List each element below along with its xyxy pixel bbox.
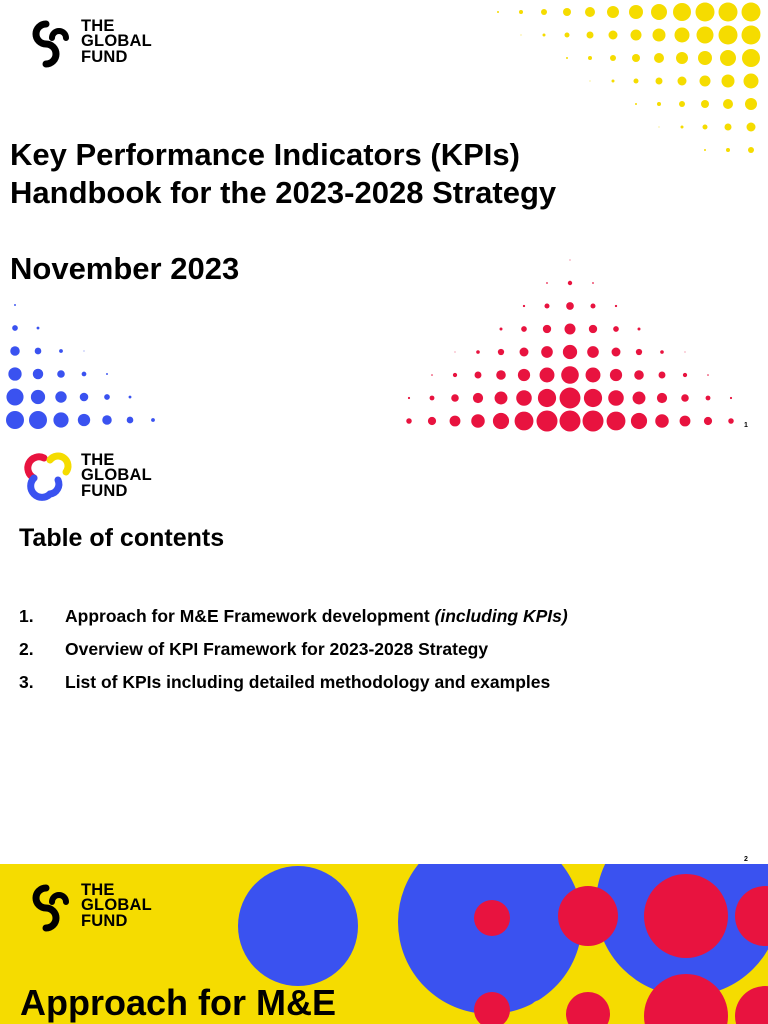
logo-line-fund: FUND bbox=[81, 911, 128, 930]
slide-cover bbox=[0, 0, 768, 432]
toc-list bbox=[19, 600, 568, 699]
slide-table-of-contents bbox=[0, 432, 768, 864]
title-line-2: Handbook for the 2023-2028 Strategy bbox=[10, 175, 557, 210]
pattern-dot bbox=[586, 368, 601, 383]
pattern-dot bbox=[660, 350, 664, 354]
pattern-dot bbox=[706, 396, 711, 401]
pattern-dot bbox=[745, 98, 757, 110]
pattern-dot bbox=[78, 414, 90, 426]
pattern-dot bbox=[590, 303, 595, 308]
pattern-dot bbox=[587, 346, 599, 358]
pattern-dot bbox=[676, 52, 688, 64]
logo-wordmark bbox=[81, 16, 152, 66]
pattern-dot bbox=[589, 325, 597, 333]
pattern-dot bbox=[744, 74, 759, 89]
logo-wordmark bbox=[81, 880, 152, 930]
pattern-dot bbox=[516, 390, 532, 406]
pattern-dot bbox=[10, 346, 20, 356]
pattern-dot bbox=[592, 282, 594, 284]
red-circle bbox=[735, 986, 768, 1024]
logo-line-global: GLOBAL bbox=[81, 32, 152, 51]
pattern-dot bbox=[723, 99, 733, 109]
section-title: Approach for M&E bbox=[20, 982, 337, 1023]
pattern-dot bbox=[685, 352, 686, 353]
pattern-dot bbox=[453, 373, 457, 377]
pattern-dot bbox=[31, 390, 45, 404]
pattern-dot bbox=[102, 415, 112, 425]
pattern-dot bbox=[543, 325, 551, 333]
pattern-dot bbox=[613, 326, 619, 332]
pattern-dot bbox=[655, 414, 669, 428]
toc-item-3[interactable] bbox=[19, 666, 568, 699]
pattern-dot bbox=[707, 374, 709, 376]
pattern-dot bbox=[35, 348, 42, 355]
red-circle bbox=[474, 900, 510, 936]
pattern-dot bbox=[612, 348, 621, 357]
pattern-dot bbox=[610, 55, 616, 61]
title-line-1: Key Performance Indicators (KPIs) bbox=[10, 137, 520, 172]
pattern-dot bbox=[537, 411, 558, 432]
pattern-dot bbox=[659, 372, 666, 379]
pattern-dot bbox=[476, 350, 480, 354]
pattern-dot bbox=[583, 411, 604, 432]
toc-item-number: 2. bbox=[19, 639, 34, 659]
pattern-dot bbox=[634, 79, 639, 84]
pattern-dot bbox=[656, 78, 663, 85]
pattern-dot bbox=[455, 352, 456, 353]
pattern-dot bbox=[726, 148, 730, 152]
red-circle bbox=[566, 992, 610, 1024]
pattern-dot bbox=[587, 32, 594, 39]
pattern-dot bbox=[730, 397, 732, 399]
pattern-dot bbox=[500, 328, 503, 331]
logo-line-the: THE bbox=[81, 450, 115, 469]
global-fund-logo-icon bbox=[22, 450, 74, 502]
pattern-dot bbox=[678, 77, 687, 86]
pattern-dot bbox=[651, 4, 667, 20]
pattern-dot bbox=[635, 103, 637, 105]
pattern-dot bbox=[728, 418, 734, 424]
toc-heading: Table of contents bbox=[19, 524, 225, 552]
pattern-dot bbox=[37, 327, 40, 330]
page-number: 1 bbox=[744, 422, 748, 429]
pattern-dot bbox=[697, 27, 714, 44]
global-fund-logo-icon bbox=[22, 16, 74, 68]
toc-item-text bbox=[65, 600, 568, 633]
toc-item-number: 1. bbox=[19, 606, 34, 626]
pattern-dot bbox=[80, 393, 89, 402]
pattern-dot bbox=[681, 394, 689, 402]
pattern-dot bbox=[681, 126, 684, 129]
pattern-dot bbox=[638, 328, 641, 331]
pattern-dot bbox=[725, 124, 732, 131]
logo-wordmark bbox=[81, 450, 152, 500]
pattern-dot bbox=[565, 324, 576, 335]
pattern-dot bbox=[520, 348, 529, 357]
pattern-dot bbox=[566, 57, 568, 59]
pattern-dot bbox=[450, 416, 461, 427]
pattern-dot bbox=[561, 366, 579, 384]
pattern-dot bbox=[742, 3, 761, 22]
pattern-dot bbox=[680, 416, 691, 427]
pattern-dot bbox=[471, 414, 485, 428]
pattern-dot bbox=[55, 391, 66, 402]
pattern-dot bbox=[523, 305, 525, 307]
document-date: November 2023 bbox=[10, 251, 240, 286]
pattern-dot bbox=[515, 412, 534, 431]
pattern-dot bbox=[6, 411, 24, 429]
toc-item-label: Approach for M&E Framework development bbox=[65, 606, 435, 626]
logo-line-global: GLOBAL bbox=[81, 466, 152, 485]
pattern-dot bbox=[6, 388, 23, 405]
pattern-dot bbox=[653, 29, 666, 42]
pattern-dot bbox=[493, 413, 509, 429]
pattern-dot bbox=[408, 397, 410, 399]
pattern-dot bbox=[675, 28, 690, 43]
pattern-dot bbox=[428, 417, 436, 425]
pattern-dot bbox=[704, 417, 712, 425]
pattern-dot bbox=[742, 49, 760, 67]
pattern-dot bbox=[698, 51, 712, 65]
global-fund-logo bbox=[22, 16, 152, 68]
pattern-dot bbox=[563, 8, 571, 16]
pattern-dot bbox=[659, 127, 660, 128]
pattern-dot bbox=[704, 149, 706, 151]
pattern-dot bbox=[566, 302, 574, 310]
pattern-dot bbox=[569, 259, 570, 260]
pattern-dot bbox=[541, 9, 547, 15]
pattern-dot bbox=[608, 390, 624, 406]
pattern-dot bbox=[631, 413, 647, 429]
pattern-dot bbox=[607, 6, 619, 18]
pattern-dot bbox=[406, 418, 412, 424]
slide-section-approach bbox=[0, 864, 768, 1024]
pattern-dot bbox=[57, 370, 65, 378]
pattern-dot bbox=[127, 417, 134, 424]
pattern-dot bbox=[700, 76, 711, 87]
pattern-dot bbox=[585, 7, 595, 17]
pattern-dot bbox=[560, 388, 581, 409]
logo-line-the: THE bbox=[81, 880, 115, 899]
pattern-dot bbox=[151, 418, 155, 422]
pattern-dot bbox=[719, 26, 738, 45]
pattern-dot bbox=[629, 5, 643, 19]
pattern-dot bbox=[543, 34, 546, 37]
pattern-dot bbox=[634, 370, 644, 380]
pattern-dot bbox=[473, 393, 483, 403]
blue-dot-pattern bbox=[0, 295, 170, 432]
pattern-dot bbox=[631, 30, 642, 41]
pattern-dot bbox=[612, 80, 615, 83]
pattern-dot bbox=[451, 394, 459, 402]
pattern-dot bbox=[748, 147, 754, 153]
pattern-dot bbox=[540, 368, 555, 383]
pattern-dot bbox=[84, 351, 85, 352]
pattern-dot bbox=[633, 392, 646, 405]
pattern-dot bbox=[544, 303, 549, 308]
pattern-dot bbox=[584, 389, 602, 407]
pattern-dot bbox=[610, 369, 622, 381]
pattern-dot bbox=[104, 394, 110, 400]
pattern-dot bbox=[546, 282, 548, 284]
pattern-dot bbox=[497, 11, 499, 13]
pattern-dot bbox=[430, 396, 435, 401]
pattern-dot bbox=[33, 369, 43, 379]
blue-circle bbox=[398, 864, 582, 1014]
red-dot-pattern bbox=[395, 250, 768, 432]
red-circle bbox=[558, 886, 618, 946]
pattern-dot bbox=[521, 35, 522, 36]
pattern-dot bbox=[590, 81, 591, 82]
toc-item-number: 3. bbox=[19, 672, 34, 692]
pattern-dot bbox=[12, 325, 18, 331]
logo-line-the: THE bbox=[81, 16, 115, 35]
pattern-dot bbox=[673, 3, 691, 21]
global-fund-logo-color bbox=[22, 450, 152, 502]
pattern-dot bbox=[588, 56, 592, 60]
pattern-dot bbox=[636, 349, 642, 355]
pattern-dot bbox=[607, 412, 626, 431]
pattern-dot bbox=[657, 393, 667, 403]
pattern-dot bbox=[519, 10, 523, 14]
pattern-dot bbox=[568, 281, 572, 285]
yellow-circle bbox=[529, 1000, 553, 1024]
pattern-dot bbox=[518, 369, 530, 381]
document-title bbox=[10, 136, 556, 212]
pattern-dot bbox=[657, 102, 661, 106]
pattern-dot bbox=[538, 389, 556, 407]
pattern-dot bbox=[563, 345, 577, 359]
pattern-dot bbox=[495, 392, 508, 405]
toc-item-label: List of KPIs including detailed methodology and examples bbox=[65, 672, 551, 692]
toc-item-label: Overview of KPI Framework for 2023-2028 Strategy bbox=[65, 639, 489, 659]
pattern-dot bbox=[720, 50, 736, 66]
pattern-dot bbox=[129, 396, 132, 399]
pattern-dot bbox=[701, 100, 709, 108]
pattern-dot bbox=[722, 75, 735, 88]
pattern-dot bbox=[609, 31, 618, 40]
pattern-dot bbox=[565, 33, 570, 38]
pattern-dot bbox=[82, 372, 87, 377]
pattern-dot bbox=[541, 346, 553, 358]
pattern-dot bbox=[106, 373, 108, 375]
pattern-dot bbox=[703, 125, 708, 130]
pattern-dot bbox=[498, 349, 504, 355]
pattern-dot bbox=[615, 305, 617, 307]
pattern-dot bbox=[719, 3, 738, 22]
logo-line-fund: FUND bbox=[81, 47, 128, 66]
pattern-dot bbox=[679, 101, 685, 107]
pattern-dot bbox=[59, 349, 63, 353]
red-circle bbox=[644, 874, 728, 958]
yellow-circle bbox=[579, 864, 599, 882]
toc-item-1[interactable] bbox=[19, 600, 568, 633]
pattern-dot bbox=[53, 412, 68, 427]
toc-item-2[interactable] bbox=[19, 633, 568, 666]
pattern-dot bbox=[496, 370, 506, 380]
page-number: 2 bbox=[744, 856, 748, 863]
pattern-dot bbox=[560, 411, 581, 432]
pattern-dot bbox=[696, 3, 715, 22]
pattern-dot bbox=[654, 53, 664, 63]
logo-line-fund: FUND bbox=[81, 481, 128, 500]
pattern-dot bbox=[521, 326, 527, 332]
logo-line-global: GLOBAL bbox=[81, 896, 152, 915]
pattern-dot bbox=[742, 26, 761, 45]
pattern-dot bbox=[431, 374, 433, 376]
pattern-dot bbox=[475, 372, 482, 379]
yellow-circle bbox=[579, 955, 599, 975]
global-fund-logo-icon bbox=[22, 880, 74, 932]
pattern-dot bbox=[8, 367, 21, 380]
pattern-dot bbox=[14, 304, 16, 306]
pattern-dot bbox=[29, 411, 47, 429]
global-fund-logo bbox=[22, 880, 152, 932]
pattern-dot bbox=[683, 373, 687, 377]
pattern-dot bbox=[632, 54, 640, 62]
pattern-dot bbox=[747, 123, 756, 132]
toc-item-emphasis: (including KPIs) bbox=[434, 606, 568, 626]
blue-circle bbox=[238, 866, 358, 986]
